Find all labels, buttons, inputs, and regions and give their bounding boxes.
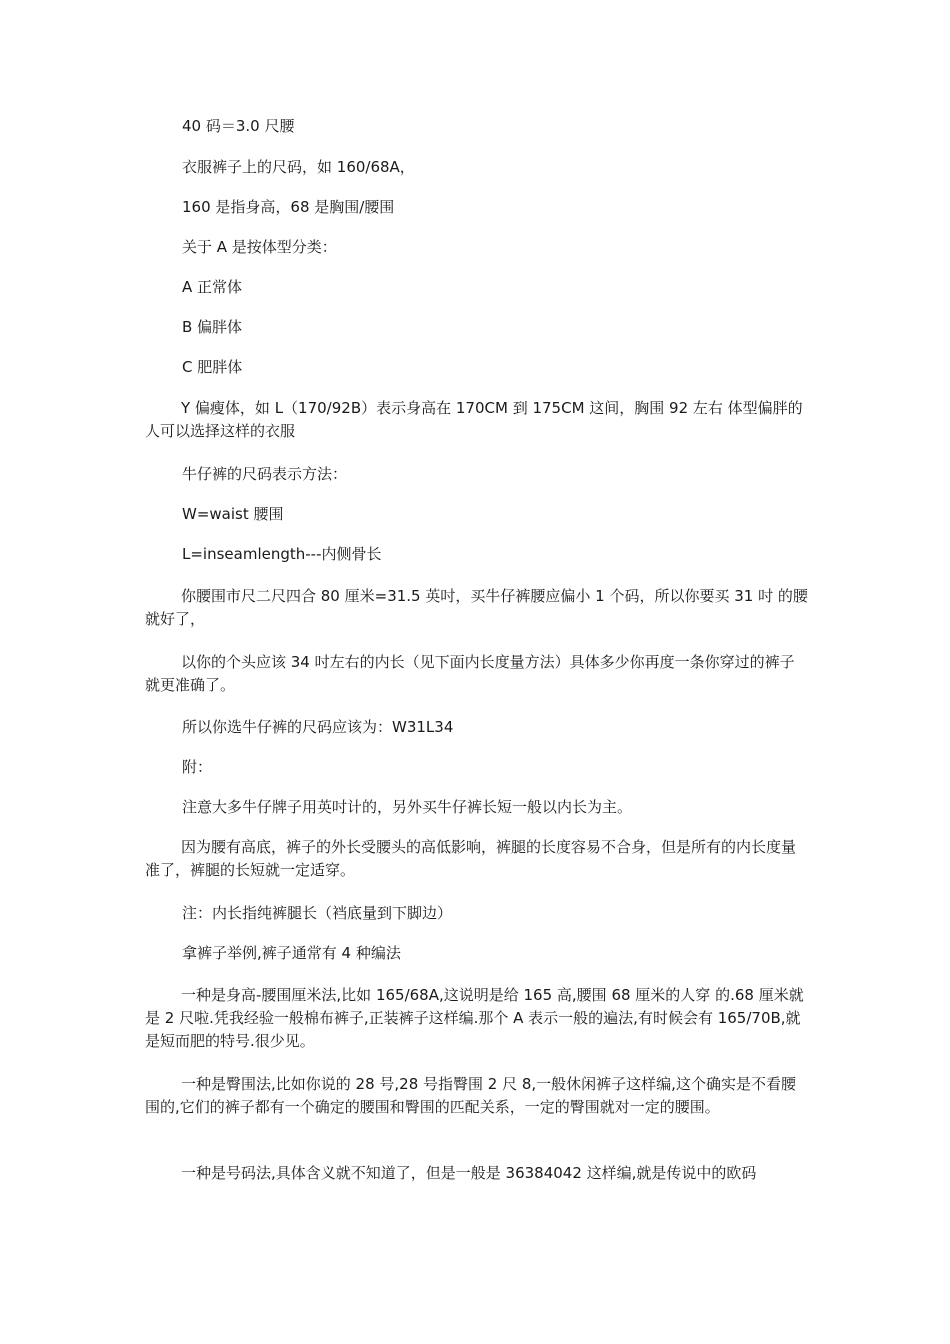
paragraph-height-chest: 160 是指身高，68 是胸围/腰围 [182,198,395,216]
paragraph-height-waist-method: 一种是身高-腰围厘米法,比如 165/68A,这说明是给 165 高,腰围 68 厘米的人穿 的.68 厘米就是 2 尺啦.凭我经验一般棉布裤子,正装裤子这样编.那个 A 表示一般的遍法,有时候会有 165/70B,就是短而肥的特号.很少见。 [145,986,804,1050]
paragraph-final-size: 所以你选牛仔裤的尺码应该为：W31L34 [182,718,454,736]
paragraph-body-type-intro: 关于 A 是按体型分类： [182,238,337,256]
paragraph-inch-note: 注意大多牛仔牌子用英吋计的，另外买牛仔裤长短一般以内长为主。 [182,798,633,816]
paragraph-l-inseam: L=inseamlength---内侧骨长 [182,545,382,563]
paragraph-type-a: A 正常体 [182,278,243,296]
paragraph-appendix-label: 附： [182,758,213,776]
paragraph-size-label-example: 衣服裤子上的尺码，如 160/68A， [182,158,415,176]
paragraph-w-waist: W=waist 腰围 [182,505,284,523]
paragraph-waist-height-note: 因为腰有高底，裤子的外长受腰头的高低影响，裤腿的长度容易不合身，但是所有的内长度量 准了，裤腿的长短就一定适穿。 [145,838,797,879]
paragraph-type-b: B 偏胖体 [182,318,243,336]
paragraph-inseam-definition: 注：内长指纯裤腿长（裆底量到下脚边） [182,904,453,922]
paragraph-type-c: C 肥胖体 [182,358,243,376]
paragraph-four-methods: 拿裤子举例,裤子通常有 4 种编法 [182,944,401,962]
paragraph-waist-conversion: 40 码＝3.0 尺腰 [182,117,295,135]
paragraph-hip-method: 一种是臀围法,比如你说的 28 号,28 号指臀围 2 尺 8,一般休闲裤子这样编,这个确实是不看腰围的,它们的裤子都有一个确定的腰围和臀围的匹配关系，一定的臀围就对一定的腰围。 [145,1075,796,1116]
paragraph-jeans-size-method: 牛仔裤的尺码表示方法： [182,465,348,483]
paragraph-type-y: Y 偏瘦体，如 L（170/92B）表示身高在 170CM 到 175CM 这间，胸围 92 左右 体型偏胖的人可以选择这样的衣服 [145,399,803,440]
paragraph-number-method: 一种是号码法,具体含义就不知道了，但是一般是 36384042 这样编,就是传说中的欧码 [181,1164,757,1182]
paragraph-waist-advice: 你腰围市尺二尺四合 80 厘米=31.5 英吋，买牛仔裤腰应偏小 1 个码，所以你要买 31 吋 的腰就好了， [145,587,808,628]
paragraph-inseam-advice: 以你的个头应该 34 吋左右的内长（见下面内长度量方法）具体多少你再度一条你穿过的裤子 就更准确了。 [145,653,795,694]
